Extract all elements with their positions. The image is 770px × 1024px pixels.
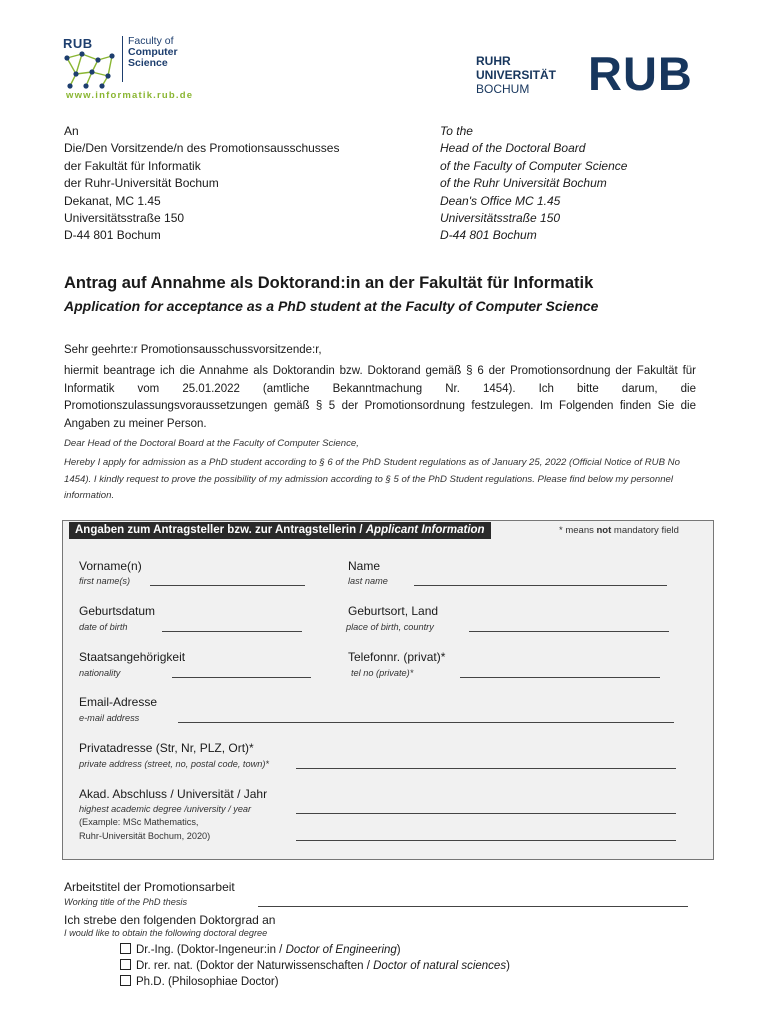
birth-place-field[interactable]: [469, 631, 669, 632]
faculty-logo-rub: RUB: [63, 36, 93, 51]
degree-field-line-2[interactable]: [296, 840, 676, 841]
degree-choice-label: Ich strebe den folgenden Doktorgrad an: [64, 913, 276, 927]
faculty-logo: [62, 34, 197, 104]
form-heading: Angaben zum Antragsteller bzw. zur Antragstellerin / Applicant Information: [69, 522, 491, 539]
address-sublabel: private address (street, no, postal code, town)*: [79, 759, 269, 769]
degree-field-line-1[interactable]: [296, 813, 676, 814]
birth-date-field[interactable]: [162, 631, 302, 632]
degree-choice-sublabel: I would like to obtain the following doctoral degree: [64, 928, 268, 938]
network-graphic-icon: [62, 50, 124, 90]
mandatory-note: * means not mandatory field: [559, 525, 679, 536]
phone-label: Telefonnr. (privat)*: [348, 650, 446, 664]
body-german: hiermit beantrage ich die Annahme als Doktorandin bzw. Doktorand gemäß § 6 der Promotionsordnung der Fakultät für Informatik vom 25.01.2022 (amtliche Bekanntmachung Nr. 1454). Ich bitte darum, die Promotionszulassungsvoraussetzungen gemäß § 5 der Promotionsordnung festzulegen. Im Folgenden finden Sie die Angaben zu meiner Person.: [64, 365, 696, 430]
birth-date-sublabel: date of birth: [79, 622, 128, 632]
address-english: To the Head of the Doctoral Board of the Faculty of Computer Science of the Ruhr Universität Bochum Dean's Office MC 1.45 Universitätsstraße 150 D-44 801 Bochum: [440, 124, 628, 243]
logo-divider: [122, 36, 123, 82]
rub-logo: RUB: [588, 47, 693, 100]
thesis-field[interactable]: [258, 906, 688, 907]
option-dr-rer-nat[interactable]: Dr. rer. nat. (Doktor der Naturwissenschaften / Doctor of natural sciences): [120, 959, 510, 972]
phone-sublabel: tel no (private)*: [351, 668, 414, 678]
degree-label: Akad. Abschluss / Universität / Jahr: [79, 787, 268, 801]
nationality-field[interactable]: [172, 677, 311, 678]
page-subtitle: Application for acceptance as a PhD student at the Faculty of Computer Science: [64, 298, 599, 314]
address-field[interactable]: [296, 768, 676, 769]
degree-example-1: (Example: MSc Mathematics,: [79, 817, 199, 827]
birth-date-label: Geburtsdatum: [79, 604, 156, 618]
degree-example-2: Ruhr-Universität Bochum, 2020): [79, 831, 211, 841]
checkbox-icon[interactable]: [120, 975, 131, 986]
faculty-name: Faculty of Computer Science: [128, 35, 178, 69]
email-label: Email-Adresse: [79, 695, 158, 709]
phone-field[interactable]: [460, 677, 660, 678]
thesis-label: Arbeitstitel der Promotionsarbeit: [64, 880, 235, 894]
page-title: Antrag auf Annahme als Doktorand:in an der Fakultät für Informatik: [64, 274, 594, 292]
nationality-sublabel: nationality: [79, 668, 121, 678]
thesis-sublabel: Working title of the PhD thesis: [64, 897, 188, 907]
first-name-field[interactable]: [150, 585, 305, 586]
email-field[interactable]: [178, 722, 674, 723]
faculty-url: www.informatik.rub.de: [66, 90, 194, 101]
birth-place-sublabel: place of birth, country: [346, 622, 434, 632]
first-name-sublabel: first name(s): [79, 576, 131, 586]
greeting-english: Dear Head of the Doctoral Board at the Faculty of Computer Science,: [64, 438, 359, 449]
body-english: Hereby I apply for admission as a PhD student according to § 6 of the PhD Student regulations as of January 25, 2022 (Official Notice of RUB No 1454). I kindly request to prove the possibility of my admission according to § 5 of the PhD Student regulations. Please find below my personnel information.: [64, 457, 680, 501]
address-german: An Die/Den Vorsitzende/n des Promotionsausschusses der Fakultät für Informatik der Ruhr-Universität Bochum Dekanat, MC 1.45 Universitätsstraße 150 D-44 801 Bochum: [64, 124, 340, 243]
checkbox-icon[interactable]: [120, 943, 131, 954]
email-sublabel: e-mail address: [79, 713, 140, 723]
option-phd[interactable]: Ph.D. (Philosophiae Doctor): [120, 975, 279, 988]
last-name-sublabel: last name: [348, 576, 388, 586]
greeting-german: Sehr geehrte:r Promotionsausschussvorsitzende:r,: [64, 344, 322, 356]
checkbox-icon[interactable]: [120, 959, 131, 970]
address-label: Privatadresse (Str, Nr, PLZ, Ort)*: [79, 741, 254, 755]
university-name: RUHR UNIVERSITÄT BOCHUM: [476, 54, 557, 96]
birth-place-label: Geburtsort, Land: [348, 604, 439, 618]
nationality-label: Staatsangehörigkeit: [79, 650, 186, 664]
option-dr-ing[interactable]: Dr.-Ing. (Doktor-Ingeneur:in / Doctor of Engineering): [120, 943, 401, 956]
last-name-label: Name: [348, 559, 381, 573]
first-name-label: Vorname(n): [79, 559, 142, 573]
last-name-field[interactable]: [414, 585, 667, 586]
degree-sublabel: highest academic degree /university / year: [79, 804, 252, 814]
